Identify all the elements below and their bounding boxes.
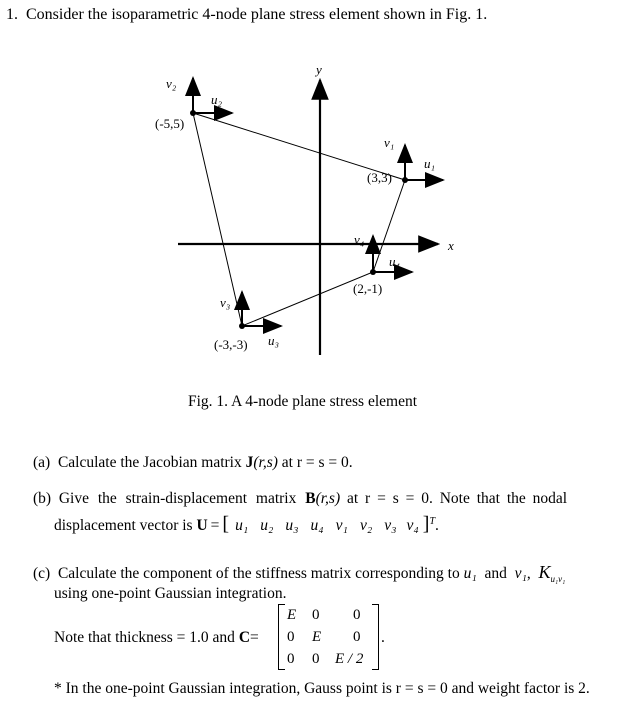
u-vector-entry: u₃ xyxy=(285,517,299,534)
b-matrix-args: (r,s) xyxy=(315,490,341,507)
node-4-u-label: u₄ xyxy=(389,254,401,269)
u-vector-entry: v₂ xyxy=(359,517,373,534)
part-b-text2: at r = s = 0. Note that the nodal xyxy=(340,490,568,507)
x-axis-label: x xyxy=(448,238,454,253)
node-3-coord: (-3,-3) xyxy=(214,337,248,352)
u-vector-symbol: U xyxy=(196,517,208,534)
u-vector-entry: v₃ xyxy=(384,517,397,534)
stiffness-symbol: K xyxy=(538,562,551,582)
y-axis-label: y xyxy=(316,62,322,77)
u-vector-entry: v₄ xyxy=(406,517,419,534)
node-1-v-label: v₁ xyxy=(384,135,395,150)
stiffness-subscript: u₁v₁ xyxy=(550,574,566,585)
u-vector-entry: u₂ xyxy=(260,517,274,534)
part-c-line2: using one-point Gaussian integration. xyxy=(54,585,287,602)
c-matrix-cell: 0 xyxy=(312,607,320,623)
u-vector-entry: v₁ xyxy=(335,517,348,534)
part-a-prefix: (a) xyxy=(33,454,51,471)
jacobian-args: (r,s) xyxy=(253,454,278,471)
c-matrix-cell: E / 2 xyxy=(335,651,364,667)
footnote: * In the one-point Gaussian integration, Gauss point is r = s = 0 and weight factor is 2. xyxy=(54,680,590,697)
node-4-v-label: v₄ xyxy=(354,232,365,247)
part-c-u1: u₁ xyxy=(463,565,477,582)
node-2-v-label: v₂ xyxy=(166,76,177,91)
u-vector-eq: = xyxy=(210,517,220,534)
part-a-text2: at r = s = 0. xyxy=(277,454,353,471)
transpose-mark: T xyxy=(429,515,436,527)
c-matrix-cell: 0 xyxy=(353,607,361,623)
c-matrix-cell: 0 xyxy=(353,629,361,645)
part-c-text1: Calculate the component of the stiffness matrix corresponding to xyxy=(57,565,464,582)
u-vector-entry: u₄ xyxy=(310,517,324,534)
part-c-and: and xyxy=(484,565,507,582)
c-matrix-period: . xyxy=(381,629,385,646)
part-c-note xyxy=(54,629,259,647)
part-a-text1: Calculate the Jacobian matrix xyxy=(57,454,246,471)
part-b-vector-text: displacement vector is xyxy=(54,517,197,534)
part-c-v1: v₁ xyxy=(514,565,527,582)
part-b-line2: displacement vector is U = [ u₁ u₂ u₃ u₄ v₁ v₂ v₃ v₄ ]$^T$. xyxy=(54,513,439,535)
u-vector-entry: u₁ xyxy=(235,517,249,534)
part-b-line1 xyxy=(33,490,567,508)
c-matrix-cell: 0 xyxy=(287,629,295,645)
c-matrix-cell: E xyxy=(287,607,297,623)
part-a xyxy=(33,454,353,472)
part-b-text1: Give the strain-displacement matrix xyxy=(58,490,306,507)
node-1-u-label: u₁ xyxy=(424,156,436,171)
jacobian-symbol: J xyxy=(245,454,254,471)
node-3-u-label: u₃ xyxy=(268,333,280,348)
figure-caption: Fig. 1. A 4-node plane stress element xyxy=(188,393,418,410)
c-matrix-cell: E xyxy=(312,629,322,645)
c-matrix-cell: 0 xyxy=(312,651,320,667)
part-c-line1: (c) Calculate the component of the stiffness matrix corresponding to u₁ and v₁, $K_{u_1v_1}$ xyxy=(33,562,566,585)
question-number: 1. xyxy=(6,6,18,23)
part-c-prefix: (c) xyxy=(33,565,51,582)
node-2-coord: (-5,5) xyxy=(155,116,185,131)
node-4-coord: (2,-1) xyxy=(353,281,383,296)
c-matrix-cell: 0 xyxy=(287,651,295,667)
c-matrix-symbol: C xyxy=(238,629,251,646)
question-text: Consider the isoparametric 4-node plane stress element shown in Fig. 1. xyxy=(26,6,488,23)
b-matrix-symbol: B xyxy=(305,490,316,507)
node-3-v-label: v₃ xyxy=(220,295,231,310)
node-1-coord: (3,3) xyxy=(367,170,392,185)
part-b-prefix: (b) xyxy=(33,490,52,507)
part-c-note-text: Note that thickness = 1.0 and xyxy=(54,629,239,646)
c-matrix-eq: = xyxy=(250,629,259,646)
node-2-u-label: u₂ xyxy=(211,92,223,107)
